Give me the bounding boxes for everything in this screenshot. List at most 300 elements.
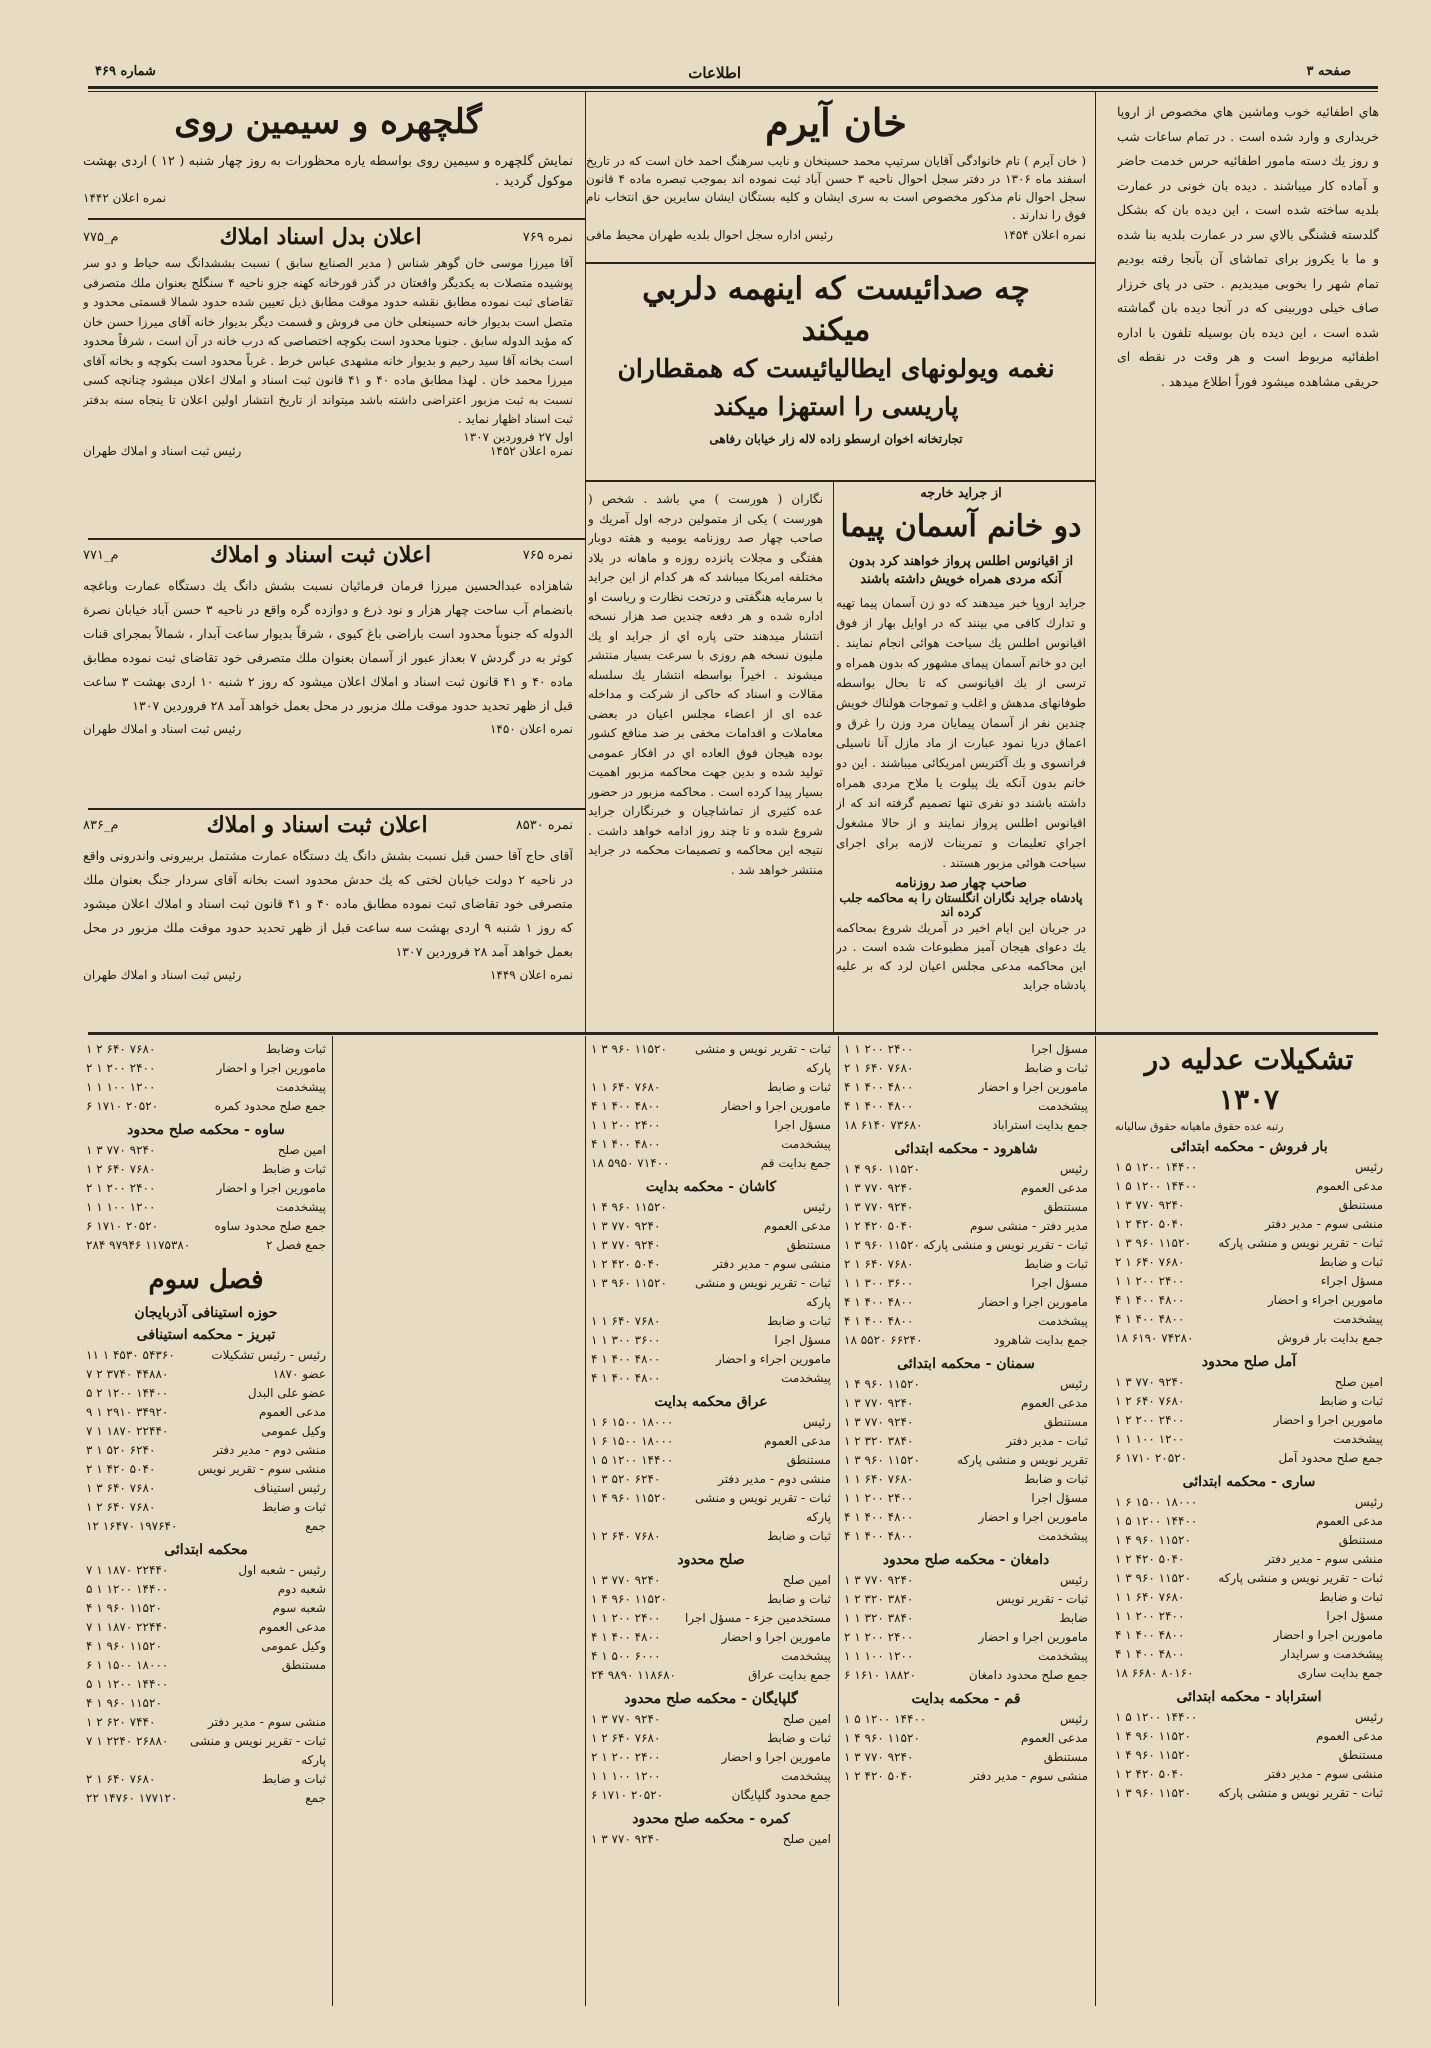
court-row bbox=[591, 1647, 831, 1666]
court-row-title: جمع صلح محدود كمره bbox=[214, 1099, 326, 1113]
judiciary-sections bbox=[86, 1040, 326, 1808]
court-row-title: منشى سوم - مدير دفتر bbox=[712, 1257, 831, 1271]
court-row bbox=[844, 1527, 1088, 1546]
court-row-values: ۱ ۱ ۲۰۰ ۲۴۰۰ bbox=[591, 1611, 661, 1625]
court-row-values: ۲ ۱ ۲۰۰ ۲۴۰۰ bbox=[86, 1061, 156, 1075]
ad-violin-line4: پاريسى را استهزا ميكند bbox=[713, 392, 959, 421]
court-row bbox=[844, 1609, 1088, 1628]
notice-2-ad-number: نمره اعلان ۱۴۵۰ bbox=[489, 722, 573, 736]
court-row-title: پيشخدمت bbox=[276, 1080, 326, 1094]
judiciary-sections bbox=[1115, 1139, 1383, 1803]
court-section-heading: استراباد - محكمه ابتدائى bbox=[1176, 1689, 1322, 1705]
table-divider bbox=[1095, 1036, 1096, 2006]
court-row-title: ثبات و ضابط bbox=[262, 1162, 326, 1176]
court-row-values: ۴ ۱ ۴۰۰ ۴۸۰۰ bbox=[591, 1352, 661, 1366]
court-row-values: ۱ ۱ ۲۰۰ ۲۴۰۰ bbox=[591, 1118, 661, 1132]
court-row bbox=[591, 1236, 831, 1255]
court-row-title: مدير دفتر - منشى سوم bbox=[969, 1219, 1088, 1233]
court-row-values: ۱ ۱ ۳۰۰ ۳۶۰۰ bbox=[591, 1333, 661, 1347]
court-row-title: وكيل عمومى bbox=[261, 1424, 326, 1438]
court-row-values: ۱۸ ۵۵۲۰ ۶۶۲۴۰ bbox=[844, 1333, 923, 1347]
court-row bbox=[844, 1040, 1088, 1059]
court-section-heading: ساوه - محكمه صلح محدود bbox=[127, 1122, 285, 1138]
court-row bbox=[86, 1141, 326, 1160]
court-row-title: منشى دوم - مدير دفتر bbox=[213, 1443, 326, 1457]
court-row-values: ۱ ۲ ۶۲۰ ۷۴۴۰ bbox=[86, 1715, 156, 1729]
court-row-title: امين صلح bbox=[782, 1573, 831, 1587]
court-row-title: مدعى العموم bbox=[763, 1219, 831, 1233]
court-row bbox=[591, 1331, 831, 1350]
court-row bbox=[86, 1346, 326, 1365]
court-row-title: تقرير نويس و منشى پاركه bbox=[957, 1453, 1088, 1467]
court-row bbox=[844, 1666, 1088, 1685]
court-row bbox=[86, 1460, 326, 1479]
court-row-values: ۴ ۱ ۹۶۰ ۱۱۵۲۰ bbox=[86, 1639, 162, 1653]
court-row bbox=[86, 1656, 326, 1675]
court-row-values: ۱ ۱ ۶۴۰ ۷۶۸۰ bbox=[1115, 1590, 1185, 1604]
court-row-title: منشى سوم - مدير دفتر bbox=[1264, 1217, 1383, 1231]
court-row bbox=[844, 1647, 1088, 1666]
court-row-title: جمع bbox=[305, 1791, 326, 1805]
court-row-values: ۱ ۴ ۹۶۰ ۱۱۵۲۰ bbox=[1115, 1533, 1191, 1547]
section-rule bbox=[88, 538, 585, 540]
court-row bbox=[86, 1059, 326, 1078]
court-row bbox=[844, 1432, 1088, 1451]
court-row bbox=[591, 1255, 831, 1274]
court-row-values: ۶ ۱۷۱۰ ۲۰۵۲۰ bbox=[86, 1099, 159, 1113]
court-row-values: ۱ ۲ ۲۰۰ ۲۴۰۰ bbox=[1115, 1413, 1185, 1427]
foreign-body2: در جريان اين ايام اخير در آمريك شروع بمحاكمه يك دعواى هيجان آميز مطبوعات شده است . در اين محاكمه مدعى مجلس اعيان لرد كه بر عليه پادشاه جرايد bbox=[836, 921, 1086, 992]
court-row bbox=[844, 1451, 1088, 1470]
court-row-values: ۱ ۳ ۷۷۰ ۹۲۴۰ bbox=[1115, 1375, 1185, 1389]
court-row-values: ۴ ۱ ۴۰۰ ۴۸۰۰ bbox=[1115, 1293, 1185, 1307]
court-row bbox=[86, 1236, 326, 1255]
court-row-values: ۱ ۳ ۷۷۰ ۹۲۴۰ bbox=[844, 1181, 914, 1195]
court-row bbox=[1115, 1392, 1383, 1411]
court-row-title: ثبات و ضابط bbox=[1319, 1590, 1383, 1604]
court-row-title: مستنطق bbox=[786, 1453, 831, 1467]
notice-1 bbox=[83, 224, 573, 536]
court-row-values: ۱ ۱ ۱۰۰ ۱۲۰۰ bbox=[1115, 1432, 1185, 1446]
court-row-values: ۴ ۱ ۴۰۰ ۴۸۰۰ bbox=[844, 1529, 914, 1543]
court-row bbox=[591, 1609, 831, 1628]
court-row bbox=[844, 1729, 1088, 1748]
court-row bbox=[1115, 1550, 1383, 1569]
court-row-values: ۱۸ ۶۱۹۰ ۷۴۲۸۰ bbox=[1115, 1331, 1194, 1345]
judiciary-table-col3 bbox=[591, 1040, 831, 2005]
golchehre-title: گلچهره و سيمين روى bbox=[174, 102, 482, 142]
court-row-title: ثبات و ضابط bbox=[1024, 1257, 1088, 1271]
court-row-values: ۱ ۵ ۱۲۰۰ ۱۴۴۰۰ bbox=[1115, 1710, 1198, 1724]
court-row-title: جمع بدايت بار فروش bbox=[1277, 1331, 1383, 1345]
judiciary-table-col2 bbox=[844, 1040, 1088, 2005]
court-row-values: ۱ ۱ ۳۰۰ ۳۶۰۰ bbox=[844, 1276, 914, 1290]
table-divider bbox=[585, 1036, 586, 2006]
court-row-values: ۱ ۳ ۹۶۰ ۱۱۵۲۰ bbox=[844, 1238, 920, 1252]
court-row-title: رئيس bbox=[802, 1415, 831, 1429]
court-row-values: ۴ ۱ ۴۰۰ ۴۸۰۰ bbox=[1115, 1312, 1185, 1326]
court-row-values: ۴ ۱ ۹۶۰ ۱۱۵۲۰ bbox=[86, 1696, 162, 1710]
court-row bbox=[86, 1517, 326, 1536]
court-row-values: ۱ ۱ ۶۴۰ ۷۶۸۰ bbox=[844, 1472, 914, 1486]
notice-3-code: م_۸۳۶ bbox=[83, 817, 119, 833]
court-row-values: ۱ ۴ ۹۶۰ ۱۱۵۲۰ bbox=[1115, 1748, 1191, 1762]
court-row bbox=[86, 1479, 326, 1498]
court-row-title: پيشخدمت bbox=[781, 1649, 831, 1663]
court-section-heading: حوزه استينافى آذربايجان bbox=[134, 1305, 278, 1321]
section-rule bbox=[88, 218, 585, 220]
court-row-title: ثبات - تقرير نويس و منشى پاركه bbox=[694, 1491, 831, 1524]
ad-khan-ayrom bbox=[586, 98, 1086, 264]
court-row bbox=[1115, 1291, 1383, 1310]
foreign-title: دو خانم آسمان پيما bbox=[840, 509, 1082, 544]
court-row-values: ۱ ۳ ۹۶۰ ۱۱۵۲۰ bbox=[1115, 1786, 1191, 1800]
court-row-values: ۱ ۵ ۱۲۰۰ ۱۴۴۰۰ bbox=[1115, 1179, 1198, 1193]
masthead-rule-thin bbox=[88, 91, 1378, 92]
court-row-title: رئيس استيناف bbox=[253, 1481, 326, 1495]
court-section-heading: قم - محكمه بدايت bbox=[911, 1691, 1021, 1707]
court-row bbox=[1115, 1253, 1383, 1272]
court-row-values: ۱ ۴ ۹۶۰ ۱۱۵۲۰ bbox=[591, 1592, 667, 1606]
ad-khan-number: نمره اعلان ۱۴۵۴ bbox=[1002, 228, 1086, 242]
court-row bbox=[1115, 1645, 1383, 1664]
court-row bbox=[1115, 1329, 1383, 1348]
court-row-values: ۲۸۴ ۹۷۹۴۶ ۱۱۷۵۳۸۰ bbox=[86, 1238, 191, 1252]
court-row-values: ۹ ۱ ۲۹۱۰ ۳۴۹۲۰ bbox=[86, 1405, 169, 1419]
court-row-values: ۱ ۵ ۱۲۰۰ ۱۴۴۰۰ bbox=[1115, 1160, 1198, 1174]
court-row-title: پيشخدمت bbox=[1038, 1314, 1088, 1328]
court-row-title: مدعى العموم bbox=[1315, 1179, 1383, 1193]
court-row-values: ۱ ۲ ۶۴۰ ۷۶۸۰ bbox=[591, 1529, 661, 1543]
court-row-values: ۱ ۵ ۱۲۰۰ ۱۴۴۰۰ bbox=[1115, 1514, 1198, 1528]
ad-golchehre bbox=[83, 98, 573, 220]
court-row-values: ۱ ۱ ۳۲۰ ۳۸۴۰ bbox=[844, 1611, 914, 1625]
court-row-values: ۲ ۱ ۶۴۰ ۷۶۸۰ bbox=[1115, 1255, 1185, 1269]
court-row-values: ۱ ۱ ۶۴۰ ۷۶۸۰ bbox=[591, 1080, 661, 1094]
court-row bbox=[844, 1571, 1088, 1590]
court-row-title: امين صلح bbox=[1334, 1375, 1383, 1389]
court-row-values: ۶ ۱ ۱۵۰۰ ۱۸۰۰۰ bbox=[86, 1658, 169, 1672]
court-row-title: جمع bbox=[305, 1519, 326, 1533]
court-row bbox=[86, 1694, 326, 1713]
court-row-values: ۲۴ ۹۸۹۰ ۱۱۸۶۸۰ bbox=[591, 1668, 676, 1682]
court-row bbox=[86, 1770, 326, 1789]
court-row-values: ۵ ۱ ۱۲۰۰ ۱۴۴۰۰ bbox=[86, 1582, 169, 1596]
court-row-values: ۲۲ ۱۴۷۶۰ ۱۷۷۱۲۰ bbox=[86, 1791, 178, 1805]
court-row bbox=[1115, 1531, 1383, 1550]
court-row-title: ثبات و ضابط bbox=[767, 1592, 831, 1606]
court-row-values: ۱ ۱ ۲۰۰ ۲۴۰۰ bbox=[844, 1491, 914, 1505]
court-row bbox=[86, 1078, 326, 1097]
notice-1-date: اول ۲۷ فروردين ۱۳۰۷ bbox=[463, 429, 573, 444]
court-row-values: ۱ ۵ ۱۲۰۰ ۱۴۴۰۰ bbox=[844, 1712, 927, 1726]
court-row bbox=[591, 1571, 831, 1590]
court-row-title: ثبات و ضابط bbox=[1024, 1061, 1088, 1075]
court-row-title: منشى سوم - تقرير نويس bbox=[197, 1462, 326, 1476]
court-row bbox=[591, 1369, 831, 1388]
court-row-values: ۱ ۲ ۶۴۰ ۷۶۸۰ bbox=[591, 1731, 661, 1745]
court-row bbox=[591, 1628, 831, 1647]
court-row bbox=[86, 1040, 326, 1059]
notice-3-ad-number: نمره اعلان ۱۴۴۹ bbox=[489, 968, 573, 982]
court-row-values: ۷ ۱ ۱۸۷۰ ۲۲۴۴۰ bbox=[86, 1620, 169, 1634]
court-row bbox=[844, 1198, 1088, 1217]
court-row-title: منشى سوم - مدير دفتر bbox=[969, 1769, 1088, 1783]
court-row bbox=[591, 1748, 831, 1767]
court-row-values: ۴ ۱ ۴۰۰ ۴۸۰۰ bbox=[591, 1137, 661, 1151]
court-row bbox=[844, 1590, 1088, 1609]
court-row bbox=[844, 1160, 1088, 1179]
court-row bbox=[86, 1713, 326, 1732]
court-row-values: ۱ ۳ ۷۷۰ ۹۲۴۰ bbox=[844, 1396, 914, 1410]
court-row-title: جمع صلح محدود دامغان bbox=[968, 1668, 1088, 1682]
notice-2-body: شاهزاده عبدالحسين ميرزا فرمان فرمائيان نسبت بشش دانگ يك دستگاه عمارت وباغچه بانضمام آب ساحت چهار هزار و نود ذرع و دوازده گره واقع در ناحيه ۳ حسن آباد خيابان نصرة الدوله كه جنوباً محدود است باراضى باغ كيوى ، شرقاً بديوار ساعت آبدار ، شمالاً بمجراى قنات كوثر به در گردش ۷ بعداز عبور از آسمان بعنوان ملك متصرفى خود تقاضاى ثبت نموده مطابق ماده ۴۰ و ۴۱ قانون ثبت اسناد و املاك اعلان ميشود كه روز ۲ شنبه ۱۰ اردى بهشت ۳ ساعت قبل از ظهر تحديد حدود موقت ملك مزبور در محل بعمل خواهد آمد ۲۸ فروردين ۱۳۰۷ bbox=[83, 578, 573, 713]
court-section-heading: صلح محدود bbox=[677, 1552, 745, 1568]
court-row-title: مستنطق bbox=[1043, 1200, 1088, 1214]
court-row bbox=[591, 1217, 831, 1236]
court-row-values: ۷ ۲ ۳۷۴۰ ۴۴۸۸۰ bbox=[86, 1367, 169, 1381]
court-row-values: ۲ ۱ ۶۴۰ ۷۶۸۰ bbox=[844, 1257, 914, 1271]
court-row-values: ۱ ۶ ۱۵۰۰ ۱۸۰۰۰ bbox=[591, 1415, 674, 1429]
court-row bbox=[591, 1710, 831, 1729]
court-row-values: ۱ ۱ ۲۰۰ ۲۴۰۰ bbox=[1115, 1609, 1185, 1623]
court-row bbox=[591, 1040, 831, 1078]
notice-3-heading: اعلان ثبت اسناد و املاك bbox=[206, 812, 428, 838]
court-row-values: ۱ ۱ ۱۰۰ ۱۲۰۰ bbox=[86, 1080, 156, 1094]
notice-2-heading: اعلان ثبت اسناد و املاك bbox=[210, 542, 432, 568]
court-row bbox=[86, 1498, 326, 1517]
court-row-title: مدعى العموم bbox=[763, 1434, 831, 1448]
court-row bbox=[591, 1786, 831, 1805]
court-row-values: ۷ ۱ ۱۸۷۰ ۲۲۴۴۰ bbox=[86, 1424, 169, 1438]
court-row-title: مستخدمين جزء - مسؤل اجرا bbox=[684, 1611, 831, 1625]
court-row bbox=[844, 1489, 1088, 1508]
court-section-heading: آمل صلح محدود bbox=[1201, 1354, 1297, 1370]
court-row-title: مدعى العموم bbox=[258, 1620, 326, 1634]
column-divider bbox=[833, 480, 834, 1032]
court-row bbox=[591, 1350, 831, 1369]
court-row-title: رئيس bbox=[1059, 1377, 1088, 1391]
foreign-subtitle: از اقيانوس اطلس پرواز خواهند كرد بدون آنكه مردى همراه خويش داشته باشند bbox=[848, 554, 1074, 587]
notice-1-footer bbox=[83, 444, 573, 458]
judiciary-title: تشكيلات عدليه در ۱۳۰۷ bbox=[1144, 1043, 1354, 1116]
court-row-title: مستنطق bbox=[1338, 1198, 1383, 1212]
notice-2-number: نمره ۷۶۵ bbox=[522, 547, 573, 563]
court-row-values: ۴ ۱ ۴۰۰ ۴۸۰۰ bbox=[1115, 1628, 1185, 1642]
court-row bbox=[86, 1198, 326, 1217]
court-row-values: ۴ ۱ ۴۰۰ ۴۸۰۰ bbox=[844, 1099, 914, 1113]
court-row-title: مامورين اجرا و احضار bbox=[978, 1630, 1088, 1644]
court-row bbox=[591, 1470, 831, 1489]
court-section-heading: كمره - محكمه صلح محدود bbox=[632, 1811, 790, 1827]
court-row bbox=[844, 1331, 1088, 1350]
court-row bbox=[1115, 1177, 1383, 1196]
court-row-title: ثبات و ضابط bbox=[1319, 1255, 1383, 1269]
court-row bbox=[1115, 1234, 1383, 1253]
court-row-title: رئيس - رئيس تشكيلات bbox=[211, 1348, 326, 1362]
court-row-title: مسؤل اجراء bbox=[1320, 1274, 1383, 1288]
notice-1-code: م_۷۷۵ bbox=[83, 229, 119, 245]
court-row-values: ۶ ۱۶۱۰ ۱۸۸۲۰ bbox=[844, 1668, 917, 1682]
court-row-values: ۱۲ ۱۶۴۷۰ ۱۹۷۶۴۰ bbox=[86, 1519, 178, 1533]
court-row-values: ۱ ۴ ۹۶۰ ۱۱۵۲۰ bbox=[844, 1377, 920, 1391]
court-row bbox=[86, 1618, 326, 1637]
court-row bbox=[1115, 1784, 1383, 1803]
court-row-values: ۵ ۱ ۱۲۰۰ ۱۴۴۰۰ bbox=[86, 1677, 169, 1691]
court-row-title: پيشخدمت bbox=[1038, 1649, 1088, 1663]
court-row-values: ۱ ۱ ۱۰۰ ۱۲۰۰ bbox=[844, 1649, 914, 1663]
foreign-kicker: از جرايد خارجه bbox=[920, 486, 1002, 501]
court-row bbox=[844, 1179, 1088, 1198]
court-row-title: مستنطق bbox=[281, 1658, 326, 1672]
court-row-values: ۱ ۳ ۹۶۰ ۱۱۵۲۰ bbox=[1115, 1571, 1191, 1585]
notice-2-footer bbox=[83, 722, 573, 736]
court-row bbox=[1115, 1373, 1383, 1392]
golchehre-number: نمره اعلان ۱۴۴۲ bbox=[83, 191, 167, 205]
court-row-values: ۴ ۱ ۴۰۰ ۴۸۰۰ bbox=[1115, 1647, 1185, 1661]
court-row bbox=[1115, 1727, 1383, 1746]
court-row-values: ۴ ۱ ۴۰۰ ۴۸۰۰ bbox=[844, 1080, 914, 1094]
court-row-values: ۱ ۳ ۹۶۰ ۱۱۵۲۰ bbox=[591, 1276, 667, 1290]
court-row bbox=[1115, 1196, 1383, 1215]
court-row-title: ثبات - مدير دفتر bbox=[1006, 1434, 1088, 1448]
court-row-title: مدعى العموم bbox=[1315, 1729, 1383, 1743]
notice-3-signature: رئيس ثبت اسناد و املاك طهران bbox=[83, 968, 242, 982]
court-row-values: ۷ ۱ ۲۲۴۰ ۲۶۸۸۰ bbox=[86, 1734, 169, 1748]
foreign-sub3: پادشاه جرايد نگاران انگلستان را به محاكمه جلب كرده اند bbox=[839, 891, 1083, 919]
court-row-title: مستنطق bbox=[1043, 1750, 1088, 1764]
section-rule bbox=[585, 480, 1095, 482]
court-row bbox=[1115, 1765, 1383, 1784]
court-row-title: ثبات - تقرير نويس و منشى پاركه bbox=[1218, 1236, 1383, 1250]
court-row-values: ۴ ۱ ۵۰۰ ۶۰۰۰ bbox=[591, 1649, 661, 1663]
court-row-values: ۱ ۳ ۹۶۰ ۱۱۵۲۰ bbox=[844, 1453, 920, 1467]
court-row bbox=[1115, 1411, 1383, 1430]
court-row-values: ۱ ۴ ۹۶۰ ۱۱۵۲۰ bbox=[591, 1491, 667, 1505]
court-row bbox=[1115, 1746, 1383, 1765]
court-row-values: ۱ ۳ ۷۷۰ ۹۲۴۰ bbox=[1115, 1198, 1185, 1212]
court-row-values: ۴ ۱ ۴۰۰ ۴۸۰۰ bbox=[844, 1314, 914, 1328]
court-section-heading: گلپايگان - محكمه صلح محدود bbox=[624, 1691, 798, 1707]
court-row-values: ۶ ۱۷۱۰ ۲۰۵۲۰ bbox=[1115, 1451, 1188, 1465]
court-row bbox=[844, 1710, 1088, 1729]
court-row bbox=[1115, 1310, 1383, 1329]
court-section-heading: تبريز - محكمه استينافى bbox=[136, 1327, 276, 1343]
court-row-values: ۱ ۱ ۶۴۰ ۷۶۸۰ bbox=[591, 1314, 661, 1328]
court-row-title: پيشخدمت bbox=[1038, 1099, 1088, 1113]
court-section-heading: بار فروش - محكمه ابتدائى bbox=[1170, 1139, 1328, 1155]
court-row-title: عضو ۱۸۷۰ bbox=[272, 1367, 326, 1381]
court-row-title: جمع صلح محدود ساوه bbox=[214, 1219, 326, 1233]
court-row bbox=[844, 1255, 1088, 1274]
middle-article: نگاران ( هورست ) مي باشد . شخص ( هورست ) يكى از متمولين درجه اول آمريك و صاحب چهار صد روزنامه يوميه و هفته دوبار هفتگى و مجلات پانزده روزه و ماهانه در بلاد مختلفه امريكا ميباشد كه هر كدام از اين جرايد با سرمايه هنگفتى و درتحت نظارت و رياست او اداره شده و هر دفعه چندين صد هزار نسخه انتشار ميدهند حتى پاره اي از جرايد او يك مليون نسخه هم روزى با سرعت بسيار منتشر ميشوند . اخيراً بواسطه انتشار يك سلسله مقالات و اسناد كه حاكى از شركت و مداخله عده اى از اعضاء مجلس اعيان در بعضى معاملات و اقدامات مخفى بر ضد منافع كشور بوده هيجان فوق العاده اي در افكار عمومى توليد شده و بدين جهت محاكمه مزبور اهميت بسيار پيدا كرده است . محاكمه مزبور در حضور عده كثيرى از تماشاچيان و خبرنگاران جرايد شروع شده و تا چند روز ادامه خواهد داشت . نتيجه اين محاكمه و تصميمات محكمه در جرايد منتشر خواهد شد . bbox=[588, 492, 823, 877]
court-row-title: ثبات و ضابط bbox=[262, 1772, 326, 1786]
court-row-title: ثبات - تقرير نويس bbox=[996, 1592, 1088, 1606]
court-row-title: ثبات - تقرير نويس و منشى پاركه bbox=[1218, 1571, 1383, 1585]
court-row-values: ۲ ۱ ۲۰۰ ۲۴۰۰ bbox=[86, 1181, 156, 1195]
notice-1-number: نمره ۷۶۹ bbox=[522, 229, 573, 245]
court-row-values: ۶ ۱۷۱۰ ۲۰۵۲۰ bbox=[86, 1219, 159, 1233]
court-row bbox=[1115, 1272, 1383, 1291]
court-row-values: ۱ ۵ ۱۲۰۰ ۱۴۴۰۰ bbox=[591, 1453, 674, 1467]
court-row-title: مامورين اجرا و احضار bbox=[721, 1099, 831, 1113]
court-row bbox=[86, 1097, 326, 1116]
court-row-title: مامورين اجرا و احضار bbox=[721, 1630, 831, 1644]
notice-3 bbox=[83, 812, 573, 1027]
court-row-title: پيشخدمت و سرايدار bbox=[1280, 1647, 1383, 1661]
court-row bbox=[591, 1767, 831, 1786]
court-row bbox=[86, 1637, 326, 1656]
court-section-heading: سارى - محكمه ابتدائى bbox=[1182, 1474, 1316, 1490]
court-row-title: منشى سوم - مدير دفتر bbox=[1264, 1552, 1383, 1566]
court-row bbox=[1115, 1430, 1383, 1449]
court-row-values: ۱ ۳ ۷۷۰ ۹۲۴۰ bbox=[844, 1200, 914, 1214]
table-divider bbox=[332, 1036, 333, 2006]
court-row-title: جمع بدايت سارى bbox=[1297, 1666, 1383, 1680]
court-row bbox=[591, 1198, 831, 1217]
court-row-title: مامورين اجرا و احضار bbox=[978, 1510, 1088, 1524]
section-rule bbox=[585, 262, 1095, 264]
court-row-values: ۳ ۱ ۵۲۰ ۶۲۴۰ bbox=[86, 1443, 156, 1457]
court-row-title: مسؤل اجرا bbox=[774, 1333, 831, 1347]
court-row bbox=[1115, 1215, 1383, 1234]
court-row-values: ۱ ۲ ۴۲۰ ۵۰۴۰ bbox=[591, 1257, 661, 1271]
court-row-values: ۱ ۱ ۱۰۰ ۱۲۰۰ bbox=[591, 1769, 661, 1783]
court-row-title: مامورين اجرا و احضار bbox=[216, 1061, 326, 1075]
ad-violin-line1: چه صدائيست كه اينهمه دلربي bbox=[642, 271, 1030, 307]
court-row-values: ۶ ۱۷۱۰ ۲۰۵۲۰ bbox=[591, 1788, 664, 1802]
court-row bbox=[1115, 1158, 1383, 1177]
court-row bbox=[86, 1732, 326, 1770]
issue-number: شماره ۴۶۹ bbox=[95, 64, 156, 79]
court-row-title: مسؤل اجرا bbox=[774, 1118, 831, 1132]
notice-2-code: م_۷۷۱ bbox=[83, 547, 119, 563]
court-row-title: پيشخدمت bbox=[1333, 1432, 1383, 1446]
court-section-heading: محكمه ابتدائى bbox=[164, 1542, 248, 1558]
court-row-title: پيشخدمت bbox=[1333, 1312, 1383, 1326]
court-row-title: پيشخدمت bbox=[781, 1769, 831, 1783]
court-row-title: پيشخدمت bbox=[276, 1200, 326, 1214]
court-row-title: مسؤل اجرا bbox=[1326, 1609, 1383, 1623]
court-row-title: مدعى العموم bbox=[1020, 1396, 1088, 1410]
foreign-sub2: صاحب چهار صد روزنامه bbox=[895, 876, 1027, 891]
court-row bbox=[844, 1116, 1088, 1135]
court-row-title: مامورين اجرا و احضار bbox=[978, 1080, 1088, 1094]
court-row bbox=[844, 1375, 1088, 1394]
court-row-title: ثبات و ضابط bbox=[1024, 1472, 1088, 1486]
court-row bbox=[591, 1489, 831, 1527]
court-row-values: ۱ ۳ ۹۶۰ ۱۱۵۲۰ bbox=[1115, 1236, 1191, 1250]
court-row bbox=[591, 1830, 831, 1849]
court-row bbox=[591, 1432, 831, 1451]
court-row bbox=[844, 1470, 1088, 1489]
court-row-title: منشى سوم - مدير دفتر bbox=[1264, 1767, 1383, 1781]
court-row-title: امين صلح bbox=[782, 1712, 831, 1726]
court-row bbox=[1115, 1626, 1383, 1645]
court-row-title: رئيس bbox=[1354, 1160, 1383, 1174]
court-row-title: ثبات - تقرير نويس و منشى پاركه bbox=[923, 1238, 1088, 1252]
court-row bbox=[591, 1413, 831, 1432]
court-row-values: ۱ ۲ ۴۲۰ ۵۰۴۰ bbox=[1115, 1217, 1185, 1231]
court-section-heading: عراق محكمه بدايت bbox=[654, 1394, 768, 1410]
court-row-title: ثبات و ضابط bbox=[767, 1731, 831, 1745]
court-row bbox=[86, 1789, 326, 1808]
notice-3-footer bbox=[83, 968, 573, 982]
court-row bbox=[844, 1628, 1088, 1647]
court-row-values: ۱ ۳ ۷۷۰ ۹۲۴۰ bbox=[844, 1573, 914, 1587]
ad-khan-title: خان آيرم bbox=[765, 100, 907, 145]
court-row-values: ۱ ۲ ۴۲۰ ۵۰۴۰ bbox=[844, 1769, 914, 1783]
